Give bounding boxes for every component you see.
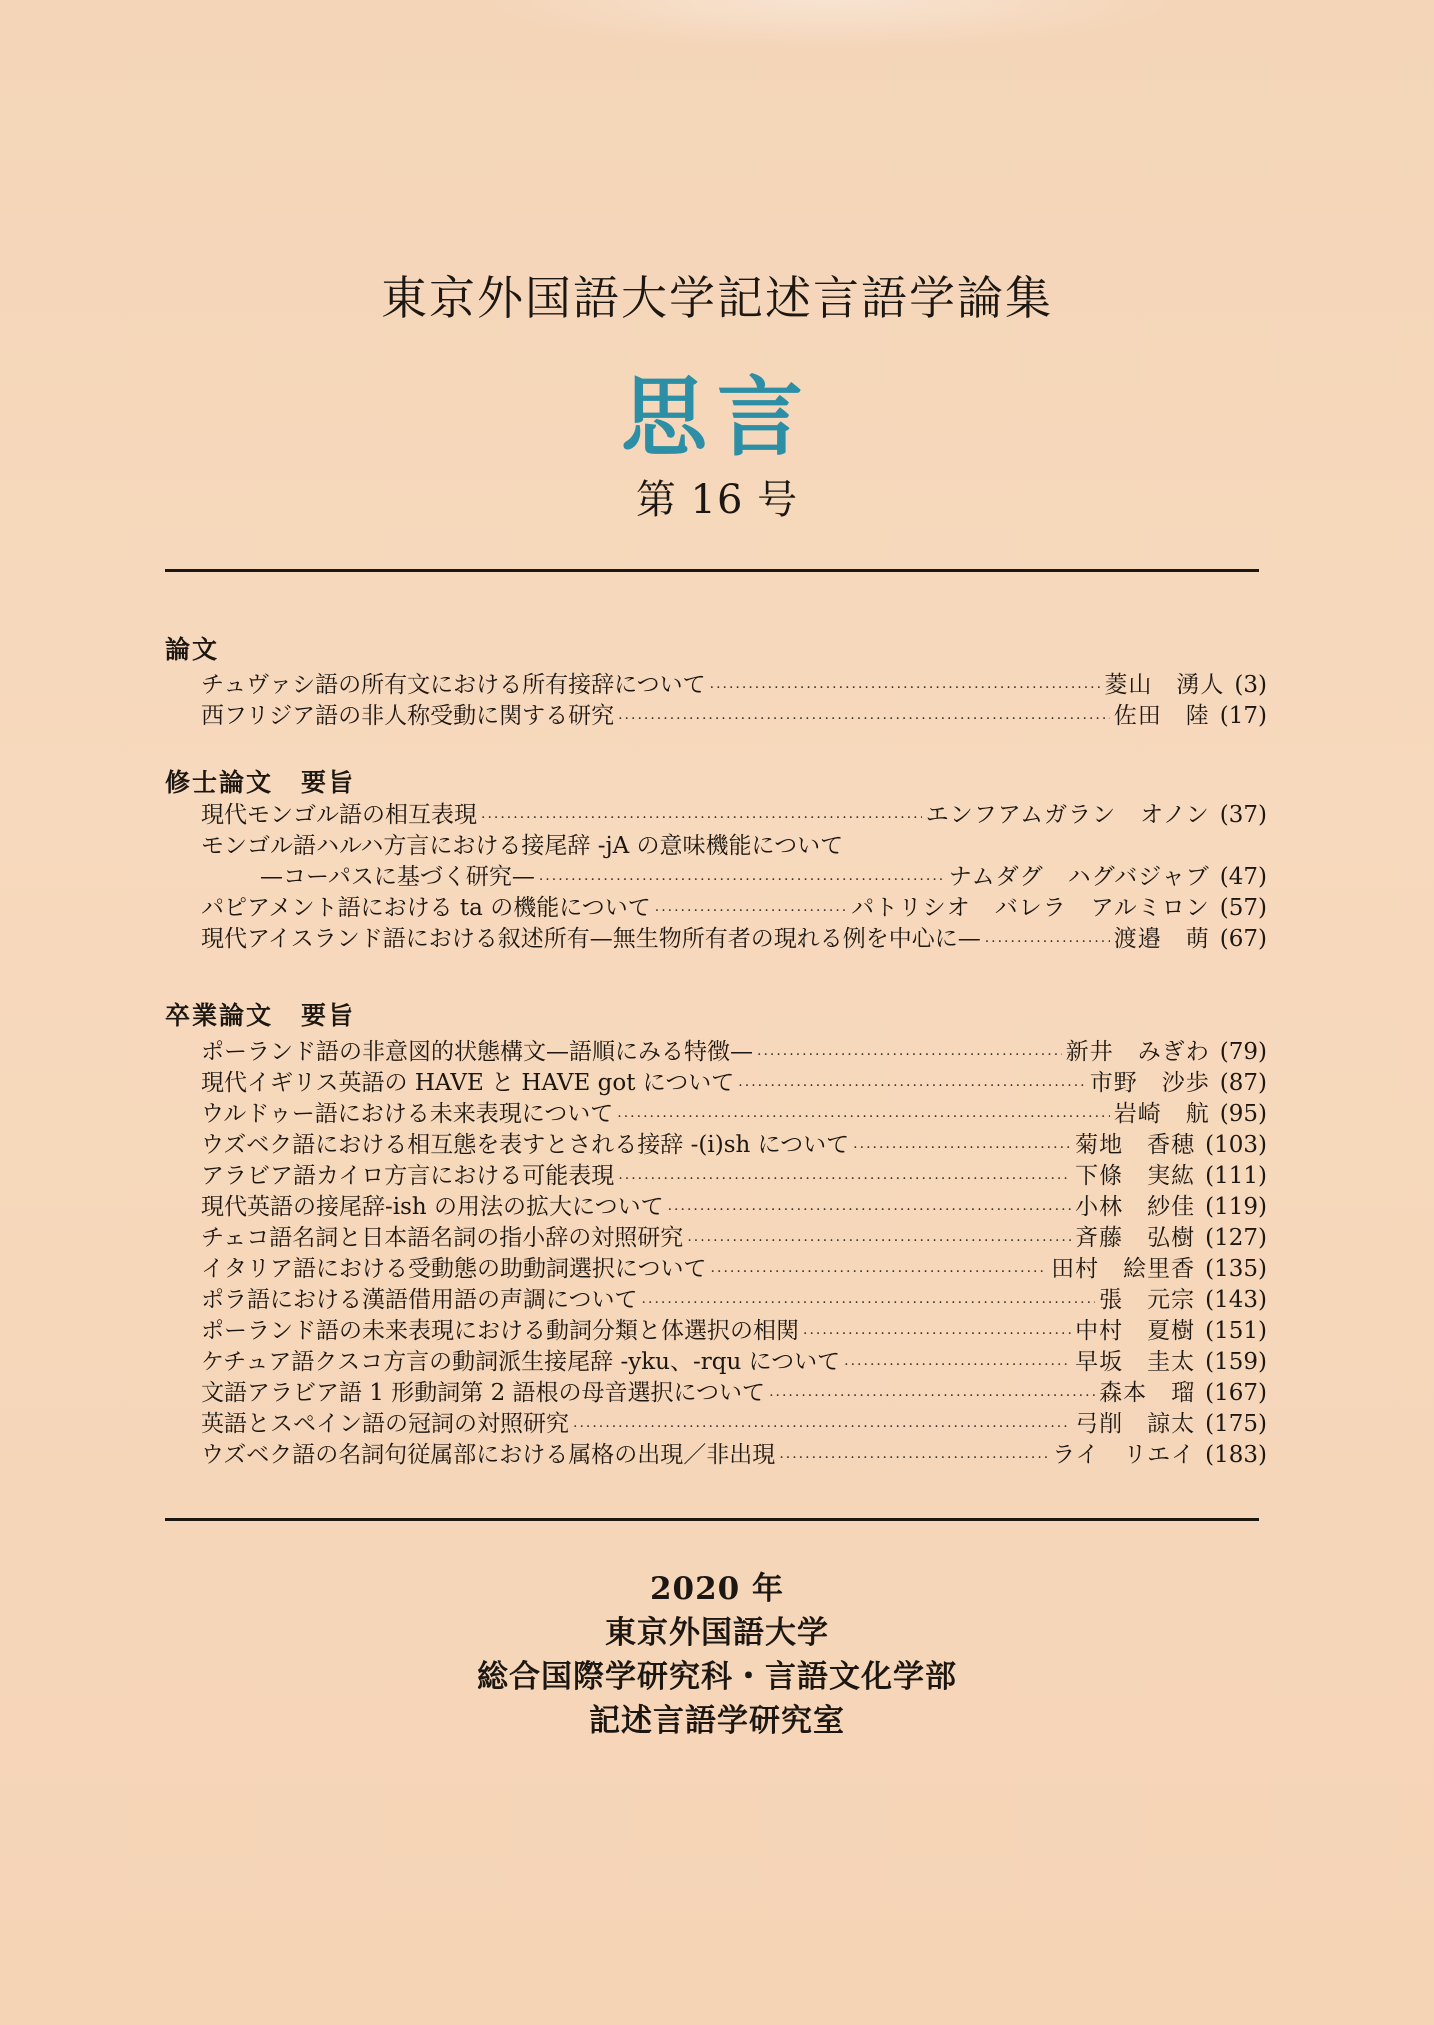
entry-page: (119) [1205,1194,1267,1220]
toc-entry [201,1405,1267,1436]
entry-page: (127) [1205,1225,1267,1251]
issue-number: 第 16 号 [635,477,799,523]
entry-title: アラビア語カイロ方言における可能表現 [201,1163,615,1189]
leader-dots [573,1419,1071,1435]
toc-entry [201,1374,1267,1405]
leader-dots [779,1450,1048,1466]
leader-dots [618,711,1110,727]
entry-page: (67) [1219,926,1267,952]
entry-title: 文語アラビア語 1 形動詞第 2 語根の母音選択について [201,1380,766,1406]
entry-page: (111) [1205,1163,1267,1189]
toc-entry [201,1281,1267,1312]
entry-title: ウズベク語における相互態を表すとされる接辞 -(i)sh について [201,1132,850,1158]
entry-page: (183) [1205,1442,1267,1468]
entry-author: エンフアムガラン オノン [925,802,1210,828]
entry-page: (175) [1205,1411,1267,1437]
entry-author: 市野 沙歩 [1089,1070,1210,1096]
section-heading-articles [165,630,219,666]
entry-page: (17) [1219,703,1267,729]
leader-dots [844,1357,1071,1373]
top-divider [165,569,1259,572]
entry-page: (167) [1205,1380,1267,1406]
entry-title: チェコ語名詞と日本語名詞の指小辞の対照研究 [201,1225,684,1251]
entry-title: 現代イギリス英語の HAVE と HAVE got について [201,1070,735,1096]
entry-author: パトリシオ バレラ アルミロン [851,895,1210,921]
toc-entry [201,1064,1267,1095]
entry-page: (57) [1219,895,1267,921]
journal-title: 思言 [621,367,813,468]
entry-author: 佐田 陸 [1113,703,1210,729]
toc-entry [201,1095,1267,1126]
leader-dots [481,810,922,826]
entry-author: 新井 みぎわ [1065,1039,1210,1065]
entry-page: (3) [1234,672,1267,698]
leader-dots [769,1388,1095,1404]
entry-page: (95) [1219,1101,1267,1127]
entry-title: ポーランド語の未来表現における動詞分類と体選択の相関 [201,1318,799,1344]
section-subheading: 要旨 [301,1001,356,1030]
entry-page: (47) [1219,864,1267,890]
leader-dots [985,934,1110,950]
toc-entry [201,796,1267,827]
toc-entry [201,666,1267,697]
leader-dots [668,1202,1072,1218]
leader-dots [687,1233,1071,1249]
toc-entry [201,1157,1267,1188]
entry-page: (87) [1219,1070,1267,1096]
entry-page: (143) [1205,1287,1267,1313]
bottom-divider [165,1518,1259,1521]
entry-author: 渡邉 萌 [1113,926,1210,952]
entry-author: 田村 絵里香 [1051,1256,1196,1282]
entry-page: (103) [1205,1132,1267,1158]
entry-title: パピアメント語における ta の機能について [201,895,651,921]
section-heading-label: 卒業論文 [165,1001,274,1030]
entry-author: 菱山 湧人 [1104,672,1225,698]
entry-author: 中村 夏樹 [1075,1318,1196,1344]
entry-title: ウズベク語の名詞句従属部における属格の出現／非出現 [201,1442,776,1468]
leader-dots [738,1078,1085,1094]
entry-author: 弓削 諒太 [1075,1411,1196,1437]
entry-title: イタリア語における受動態の助動詞選択について [201,1256,707,1282]
entry-page: (135) [1205,1256,1267,1282]
publisher-lab: 記述言語学研究室 [589,1703,845,1739]
leader-dots [618,1171,1071,1187]
entry-page: (151) [1205,1318,1267,1344]
entry-author: 斉藤 弘樹 [1075,1225,1196,1251]
section-subheading: 要旨 [301,768,356,797]
entry-title: 現代アイスランド語における叙述所有—無生物所有者の現れる例を中心に— [201,926,981,952]
entry-title: ポラ語における漢語借用語の声調について [201,1287,638,1313]
entry-author: 張 元宗 [1099,1287,1196,1313]
leader-dots [803,1326,1071,1342]
paper-texture [480,0,1180,50]
entry-author: ナムダグ ハグバジャブ [948,864,1210,890]
leader-dots [617,1109,1110,1125]
entry-author: 小林 紗佳 [1075,1194,1196,1220]
entry-title: モンゴル語ハルハ方言における接尾辞 -jA の意味機能について [201,833,844,859]
entry-page: (37) [1219,802,1267,828]
toc-entry [201,889,1267,920]
entry-page: (159) [1205,1349,1267,1375]
entry-title: —コーパスに基づく研究— [260,864,535,890]
section-heading-graduation [165,996,355,1032]
entry-author: 岩崎 航 [1113,1101,1210,1127]
entry-title: ポーランド語の非意図的状態構文—語順にみる特徴— [201,1039,753,1065]
leader-dots [642,1295,1096,1311]
entry-author: 下條 実紘 [1075,1163,1196,1189]
entry-author: ライ リエイ [1052,1442,1196,1468]
toc-entry [201,1250,1267,1281]
entry-author: 森本 瑠 [1099,1380,1196,1406]
publication-year: 2020 年 [649,1571,785,1607]
toc-entry [201,1219,1267,1250]
leader-dots [757,1047,1062,1063]
toc-entry [201,920,1267,951]
leader-dots [655,903,847,919]
entry-author: 菊地 香穂 [1075,1132,1196,1158]
publisher-university: 東京外国語大学 [605,1615,829,1651]
toc-entry [201,1343,1267,1374]
toc-entry [201,1188,1267,1219]
toc-entry-continuation [260,858,1267,889]
leader-dots [539,872,945,888]
entry-title: 西フリジア語の非人称受動に関する研究 [201,703,615,729]
leader-dots [853,1140,1071,1156]
entry-title: 現代モンゴル語の相互表現 [201,802,477,828]
leader-dots [710,680,1101,696]
toc-entry [201,1033,1267,1064]
toc-entry [201,1126,1267,1157]
section-heading-label: 論文 [165,635,220,664]
toc-entry [201,827,1267,858]
leader-dots [711,1264,1048,1280]
toc-entry [201,1312,1267,1343]
entry-title: チュヴァシ語の所有文における所有接辞について [201,672,706,698]
entry-title: ウルドゥー語における未来表現について [201,1101,614,1127]
entry-title: ケチュア語クスコ方言の動詞派生接尾辞 -yku、-rqu について [201,1349,841,1375]
entry-title: 英語とスペイン語の冠詞の対照研究 [201,1411,569,1437]
entry-title: 現代英語の接尾辞-ish の用法の拡大について [201,1194,664,1220]
entry-author: 早坂 圭太 [1075,1349,1196,1375]
entry-page: (79) [1219,1039,1267,1065]
publisher-faculty: 総合国際学研究科・言語文化学部 [477,1659,957,1695]
section-heading-label: 修士論文 [165,768,274,797]
section-heading-masters [165,763,355,799]
series-title: 東京外国語大学記述言語学論集 [381,271,1053,325]
toc-entry [201,697,1267,728]
toc-entry [201,1436,1267,1467]
